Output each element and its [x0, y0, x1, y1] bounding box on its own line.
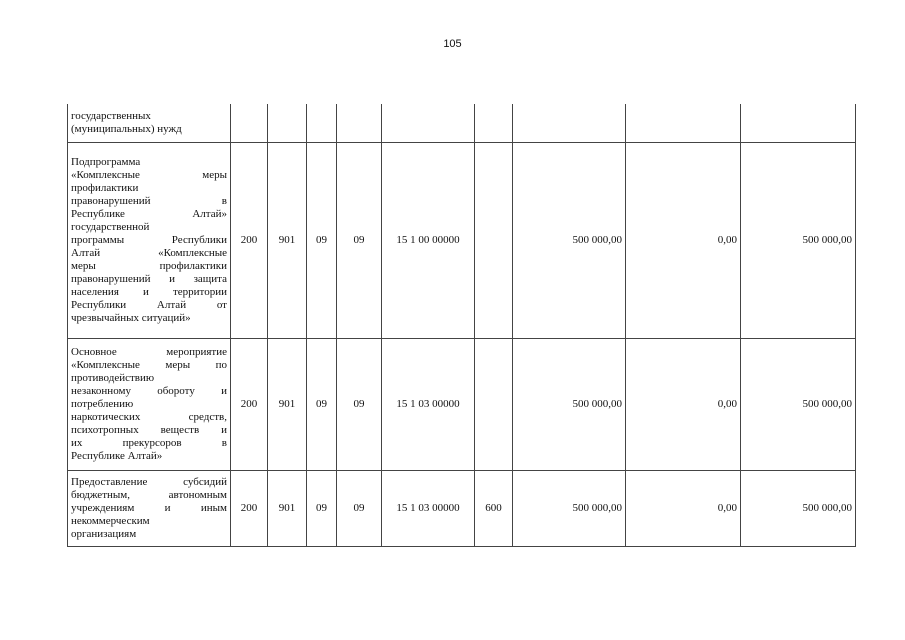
name-line: Алтай «Комплексные — [71, 246, 227, 259]
name-line: Предоставление субсидий — [71, 475, 227, 488]
cell-section-code: 09 — [307, 142, 337, 338]
cell-admin-code: 200 — [231, 142, 268, 338]
cell-expense-type — [475, 338, 513, 470]
cell-ministry-code — [268, 104, 307, 142]
name-line: правонарушений в — [71, 194, 227, 207]
cell-name — [68, 104, 231, 142]
cell-target-article: 15 1 03 00000 — [382, 470, 475, 546]
name-line: Республике Алтай» — [71, 449, 163, 462]
cell-expense-type: 600 — [475, 470, 513, 546]
name-line: Подпрограмма — [71, 155, 141, 168]
name-line: населения и территории — [71, 285, 227, 298]
cell-ministry-code: 901 — [268, 470, 307, 546]
cell-amount-1: 500 000,00 — [513, 338, 626, 470]
cell-amount-1: 500 000,00 — [513, 470, 626, 546]
name-line: (муниципальных) нужд — [71, 122, 182, 135]
cell-amount-1 — [513, 104, 626, 142]
cell-amount-3 — [741, 104, 856, 142]
name-line: профилактики — [71, 181, 139, 194]
cell-amount-3: 500 000,00 — [741, 338, 856, 470]
cell-section-code — [307, 104, 337, 142]
name-line: Республике Алтай» — [71, 207, 227, 220]
cell-name — [68, 338, 231, 470]
cell-subsection-code — [337, 104, 382, 142]
name-line: «Комплексные меры по — [71, 358, 227, 371]
name-line: потреблению — [71, 397, 134, 410]
name-line: некоммерческим — [71, 514, 150, 527]
name-line: Республики Алтай от — [71, 298, 227, 311]
name-line: их прекурсоров в — [71, 436, 227, 449]
cell-amount-2 — [626, 104, 741, 142]
page-number: 105 — [443, 38, 462, 50]
name-line: Основное мероприятие — [71, 345, 227, 358]
name-line: меры профилактики — [71, 259, 227, 272]
cell-section-code: 09 — [307, 470, 337, 546]
name-line: программы Республики — [71, 233, 227, 246]
table-row — [68, 338, 856, 470]
cell-amount-2: 0,00 — [626, 142, 741, 338]
table-row — [68, 142, 856, 338]
cell-amount-3: 500 000,00 — [741, 470, 856, 546]
budget-table — [67, 104, 856, 547]
cell-ministry-code: 901 — [268, 338, 307, 470]
name-line: противодействию — [71, 371, 155, 384]
cell-admin-code: 200 — [231, 338, 268, 470]
name-line: организациям — [71, 527, 137, 540]
cell-admin-code: 200 — [231, 470, 268, 546]
cell-amount-2: 0,00 — [626, 470, 741, 546]
cell-target-article — [382, 104, 475, 142]
name-line: правонарушений и защита — [71, 272, 227, 285]
cell-target-article: 15 1 03 00000 — [382, 338, 475, 470]
cell-target-article: 15 1 00 00000 — [382, 142, 475, 338]
cell-subsection-code: 09 — [337, 142, 382, 338]
cell-amount-3: 500 000,00 — [741, 142, 856, 338]
name-line: наркотических средств, — [71, 410, 227, 423]
name-line: государственной — [71, 220, 150, 233]
name-line: незаконному обороту и — [71, 384, 227, 397]
cell-amount-2: 0,00 — [626, 338, 741, 470]
name-line: «Комплексные меры — [71, 168, 227, 181]
table-row — [68, 470, 856, 546]
cell-amount-1: 500 000,00 — [513, 142, 626, 338]
cell-name — [68, 470, 231, 546]
name-line: психотропных веществ и — [71, 423, 227, 436]
cell-ministry-code: 901 — [268, 142, 307, 338]
table-row — [68, 104, 856, 142]
cell-subsection-code: 09 — [337, 470, 382, 546]
cell-section-code: 09 — [307, 338, 337, 470]
name-line: государственных — [71, 109, 151, 122]
cell-admin-code — [231, 104, 268, 142]
name-line: бюджетным, автономным — [71, 488, 227, 501]
cell-expense-type — [475, 104, 513, 142]
cell-expense-type — [475, 142, 513, 338]
name-line: чрезвычайных ситуаций» — [71, 311, 191, 324]
name-line: учреждениям и иным — [71, 501, 227, 514]
cell-subsection-code: 09 — [337, 338, 382, 470]
cell-name — [68, 142, 231, 338]
